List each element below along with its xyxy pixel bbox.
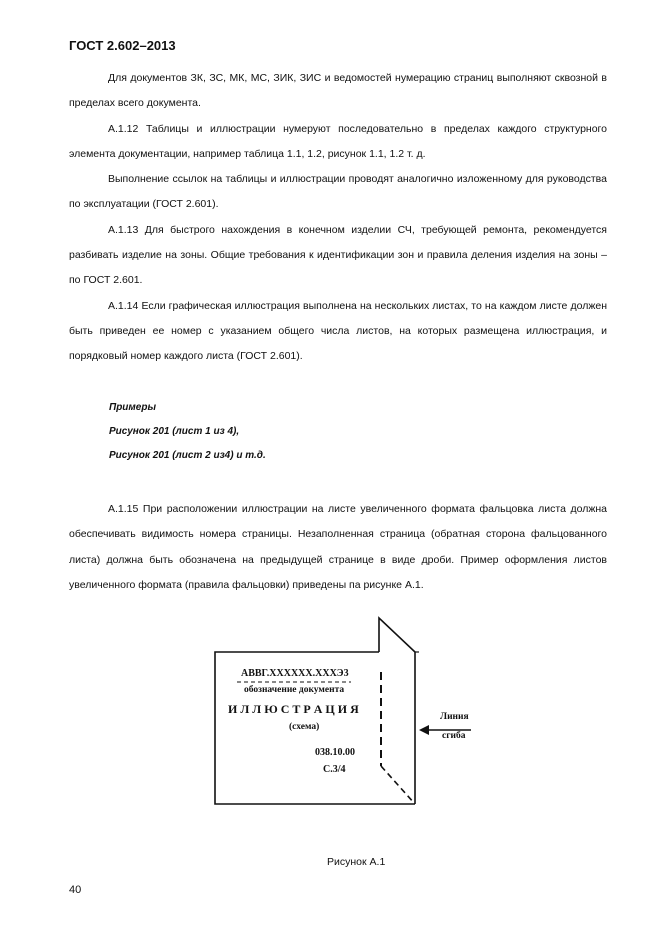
- fold-line-label-2: сгиба: [442, 731, 466, 741]
- example-line-1: Рисунок 201 (лист 1 из 4),: [109, 426, 240, 437]
- figure-sheet: С.3/4: [323, 764, 346, 775]
- fold-line-label-1: Линия: [440, 712, 469, 722]
- folding-figure: [205, 614, 485, 814]
- figure-subtitle: (схема): [289, 722, 320, 732]
- body-text-lower: [69, 497, 607, 598]
- figure-caption: Рисунок А.1: [327, 856, 386, 868]
- figure-code: АВВГ.XXXXXX.XXXЭ3: [241, 668, 349, 679]
- page-number: 40: [69, 884, 82, 896]
- body-text-upper: [69, 66, 607, 370]
- examples-block: [109, 396, 266, 468]
- page-header: ГОСТ 2.602–2013: [69, 38, 176, 53]
- figure-number: 038.10.00: [315, 747, 355, 758]
- figure-title: И Л Л Ю С Т Р А Ц И Я: [228, 702, 359, 716]
- paragraph-a112: А.1.12 Таблицы и иллюстрации нумеруют последовательно в пределах каждого структурного элемента документации, например таблица 1.1, 1.2, рисунок 1.1, 1.2 т. д.: [69, 122, 607, 160]
- example-line-2: Рисунок 201 (лист 2 из4) и т.д.: [109, 450, 266, 461]
- paragraph-references: Выполнение ссылок на таблицы и иллюстрации проводят аналогично изложенному для руководства по эксплуатации (ГОСТ 2.601).: [69, 173, 607, 211]
- paragraph-a115: А.1.15 При расположении иллюстрации на листе увеличенного формата фальцовка листа должна обеспечивать видимость номера страницы. Незаполненная страница (обратная сторона фальцованного листа) должна быть обозначена на предыдущей странице в виде дроби. Пример оформления листов увеличенного формата (правила фальцовки) приведены па рисунке А.1.: [69, 503, 607, 591]
- paragraph-page-numbering: Для документов ЗК, ЗС, МК, МС, ЗИК, ЗИС и ведомостей нумерацию страниц выполняют сквозной в пределах всего документа.: [69, 72, 607, 110]
- paragraph-a114: А.1.14 Если графическая иллюстрация выполнена на нескольких листах, то на каждом листе должен быть приведен ее номер с указанием общего числа листов, на которых размещена иллюстрация, и порядковый номер каждого листа (ГОСТ 2.601).: [69, 299, 607, 363]
- figure-doc-designation: обозначение документа: [244, 685, 345, 695]
- examples-heading: Примеры: [109, 402, 157, 413]
- paragraph-a113: А.1.13 Для быстрого нахождения в конечном изделии СЧ, требующей ремонта, рекомендуется разбивать изделие на зоны. Общие требования к идентификации зон и правила деления изделия на зоны – по ГОСТ 2.601.: [69, 223, 607, 287]
